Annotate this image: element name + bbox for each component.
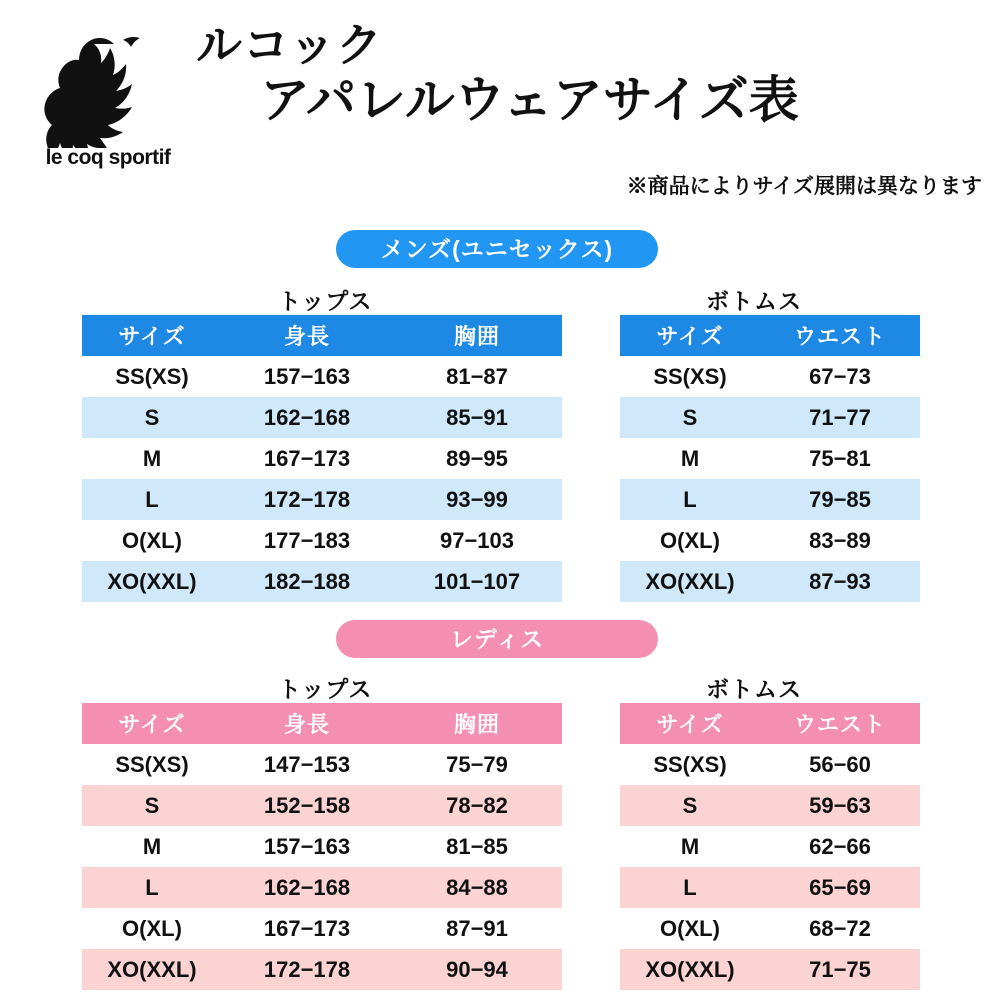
page-title-line2: アパレルウェアサイズ表	[260, 72, 799, 129]
cell-waist: 83−89	[760, 520, 920, 561]
caption-tops-men: トップス	[278, 288, 373, 314]
table-row	[82, 785, 562, 826]
cell-chest: 93−99	[392, 479, 562, 520]
table-row	[620, 949, 920, 990]
table-header-row	[620, 315, 920, 356]
table-row	[620, 785, 920, 826]
cell-height: 182−188	[222, 561, 392, 602]
cell-height: 152−158	[222, 785, 392, 826]
cell-waist: 71−75	[760, 949, 920, 990]
cell-size: M	[82, 438, 222, 479]
cell-height: 162−168	[222, 397, 392, 438]
table-header-row	[620, 703, 920, 744]
logo-wordmark: le coq sportif	[45, 146, 171, 169]
page-title-line1: ルコック	[196, 19, 384, 71]
table-tops-women	[82, 703, 562, 990]
cell-size: S	[620, 397, 760, 438]
page-header	[0, 18, 1000, 208]
cell-chest: 84−88	[392, 867, 562, 908]
cell-waist: 75−81	[760, 438, 920, 479]
cell-height: 157−163	[222, 356, 392, 397]
table-header-row	[82, 703, 562, 744]
table-row	[82, 520, 562, 561]
table-row	[82, 908, 562, 949]
column-header: 身長	[222, 703, 392, 744]
table-row	[82, 561, 562, 602]
table-row	[620, 908, 920, 949]
cell-size: O(XL)	[620, 908, 760, 949]
table-bottoms-women	[620, 703, 920, 990]
cell-waist: 71−77	[760, 397, 920, 438]
table-row	[82, 867, 562, 908]
caption-bottoms-women: ボトムス	[706, 676, 802, 702]
cell-chest: 81−85	[392, 826, 562, 867]
cell-chest: 75−79	[392, 744, 562, 785]
cell-size: SS(XS)	[82, 356, 222, 397]
table-row	[620, 826, 920, 867]
cell-size: SS(XS)	[620, 356, 760, 397]
cell-size: O(XL)	[82, 520, 222, 561]
section-banner-men: メンズ(ユニセックス)	[336, 230, 658, 268]
table-row	[620, 438, 920, 479]
cell-waist: 62−66	[760, 826, 920, 867]
cell-size: S	[82, 397, 222, 438]
cell-chest: 90−94	[392, 949, 562, 990]
column-header: ウエスト	[760, 315, 920, 356]
cell-size: M	[620, 438, 760, 479]
column-header: ウエスト	[760, 703, 920, 744]
table-header-row	[82, 315, 562, 356]
cell-chest: 78−82	[392, 785, 562, 826]
cell-waist: 67−73	[760, 356, 920, 397]
cell-size: L	[620, 479, 760, 520]
cell-chest: 81−87	[392, 356, 562, 397]
table-row	[620, 561, 920, 602]
caption-bottoms-men: ボトムス	[706, 288, 802, 314]
column-header: 胸囲	[392, 703, 562, 744]
column-header: サイズ	[620, 315, 760, 356]
cell-chest: 97−103	[392, 520, 562, 561]
cell-size: XO(XXL)	[620, 949, 760, 990]
cell-waist: 56−60	[760, 744, 920, 785]
cell-height: 172−178	[222, 479, 392, 520]
table-row	[82, 949, 562, 990]
rooster-icon	[22, 28, 182, 188]
cell-waist: 65−69	[760, 867, 920, 908]
table-tops-men	[82, 315, 562, 602]
table-row	[620, 356, 920, 397]
cell-size: O(XL)	[82, 908, 222, 949]
section-banner-women: レディス	[336, 620, 658, 658]
table-row	[82, 744, 562, 785]
cell-waist: 59−63	[760, 785, 920, 826]
column-header: 身長	[222, 315, 392, 356]
cell-height: 147−153	[222, 744, 392, 785]
cell-chest: 89−95	[392, 438, 562, 479]
table-row	[82, 826, 562, 867]
column-header: 胸囲	[392, 315, 562, 356]
disclaimer-note: ※商品によりサイズ展開は異なります	[626, 175, 982, 198]
cell-waist: 87−93	[760, 561, 920, 602]
cell-size: SS(XS)	[82, 744, 222, 785]
table-row	[82, 479, 562, 520]
cell-size: S	[620, 785, 760, 826]
cell-size: XO(XXL)	[82, 561, 222, 602]
cell-height: 157−163	[222, 826, 392, 867]
cell-size: L	[82, 479, 222, 520]
table-row	[82, 438, 562, 479]
column-header: サイズ	[82, 315, 222, 356]
table-row	[620, 520, 920, 561]
caption-tops-women: トップス	[278, 676, 373, 702]
cell-chest: 101−107	[392, 561, 562, 602]
cell-height: 162−168	[222, 867, 392, 908]
column-header: サイズ	[82, 703, 222, 744]
cell-size: XO(XXL)	[82, 949, 222, 990]
cell-size: L	[82, 867, 222, 908]
table-row	[620, 867, 920, 908]
cell-height: 167−173	[222, 438, 392, 479]
table-row	[82, 397, 562, 438]
table-row	[620, 744, 920, 785]
table-row	[620, 479, 920, 520]
cell-chest: 87−91	[392, 908, 562, 949]
cell-size: SS(XS)	[620, 744, 760, 785]
cell-size: L	[620, 867, 760, 908]
cell-size: S	[82, 785, 222, 826]
cell-height: 177−183	[222, 520, 392, 561]
cell-height: 172−178	[222, 949, 392, 990]
cell-waist: 68−72	[760, 908, 920, 949]
cell-height: 167−173	[222, 908, 392, 949]
table-row	[620, 397, 920, 438]
cell-chest: 85−91	[392, 397, 562, 438]
cell-size: M	[620, 826, 760, 867]
table-bottoms-men	[620, 315, 920, 602]
cell-size: O(XL)	[620, 520, 760, 561]
cell-waist: 79−85	[760, 479, 920, 520]
page-title	[190, 18, 990, 128]
cell-size: M	[82, 826, 222, 867]
table-row	[82, 356, 562, 397]
cell-size: XO(XXL)	[620, 561, 760, 602]
column-header: サイズ	[620, 703, 760, 744]
